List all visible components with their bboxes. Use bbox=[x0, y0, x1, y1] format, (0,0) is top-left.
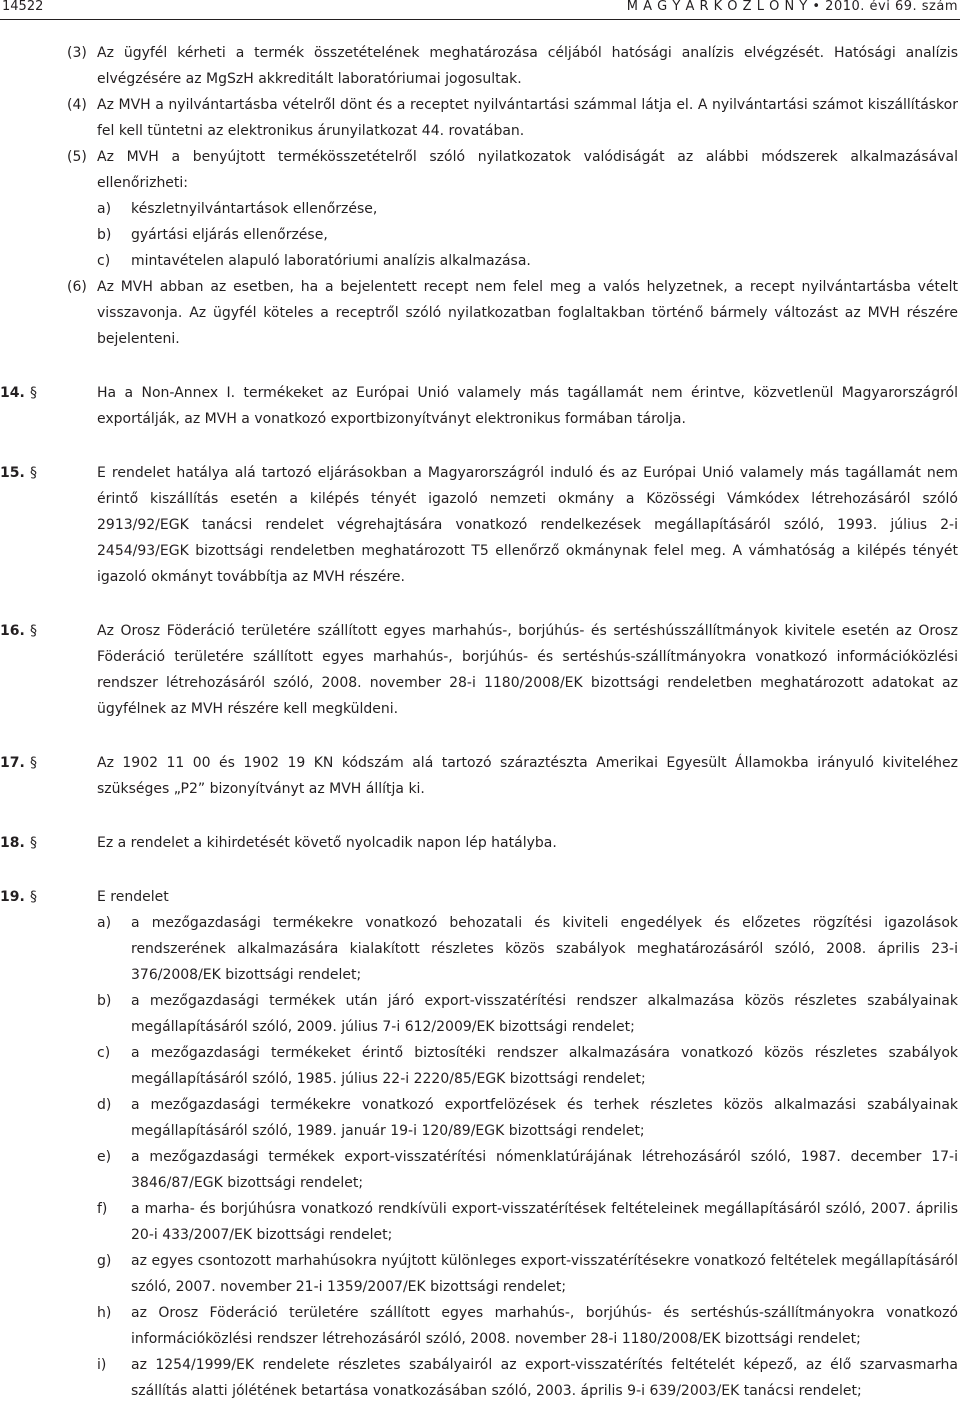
paragraph-6 bbox=[0, 274, 960, 352]
list-text: a marha- és borjúhúsra vonatkozó rendkívüli export-visszatérítések feltételeinek megállapításáról szóló, 2007. április 20-i 433/2007/EK bizottsági rendelet; bbox=[131, 1201, 958, 1243]
list-item bbox=[0, 988, 960, 1040]
list-item bbox=[0, 1144, 960, 1196]
section-number: 19. bbox=[0, 889, 25, 905]
paragraph-number: (6) bbox=[67, 279, 87, 295]
section-text: E rendelet hatálya alá tartozó eljárásokban a Magyarországról induló és az Európai Unió valamely más tagállamát nem érintő kiszállítás esetén a kilépés tényét igazoló nemzeti okmány a Közösségi Vámkódex létrehozásáról szóló 2913/92/EGK tanácsi rendelet végrehajtására vonatkozó rendelkezések megállapításáról szóló, 1993. július 2-i 2454/93/EGK bizottsági rendeletben meghatározott T5 ellenőrző okmánynak felel meg. A vámhatóság a kilépés tényét igazoló okmányt továbbítja az MVH részére. bbox=[97, 465, 958, 585]
list-item bbox=[0, 1196, 960, 1248]
list-letter: h) bbox=[97, 1305, 112, 1321]
list-text: készletnyilvántartások ellenőrzése, bbox=[131, 201, 378, 217]
list-item bbox=[0, 910, 960, 988]
list-letter: i) bbox=[97, 1357, 107, 1373]
section-number: 14. bbox=[0, 385, 25, 401]
section-19 bbox=[0, 884, 960, 910]
section-text: E rendelet bbox=[97, 889, 169, 905]
list-letter: f) bbox=[97, 1201, 108, 1217]
list-letter: c) bbox=[97, 253, 111, 269]
section-text: Az Orosz Föderáció területére szállított egyes marhahús-, borjúhús- és sertéshússzállítmányok kivitele esetén az Orosz Föderáció területére szállított egyes marhahús-, borjúhús- és sertéshús-szállítmányokra vonatkozó információközlési rendszer létrehozásáról szóló, 2008. november 28-i 1180/2008/EK bizottsági rendeletben meghatározott adatokat az ügyfélnek az MVH részére kell megküldeni. bbox=[97, 623, 958, 717]
paragraph-text: Az MVH abban az esetben, ha a bejelentett recept nem felel meg a valós helyzetnek, a recept nyilvántartásba vételt visszavonja. Az ügyfél köteles a receptről szóló nyilatkozatban foglaltakban történő bármely változást az MVH részére bejelenteni. bbox=[97, 279, 958, 347]
header-rule bbox=[0, 19, 960, 20]
publication-title: M A G Y A R K Ö Z L Ö N Y • 2010. évi 69. szám bbox=[626, 0, 958, 14]
list-item bbox=[0, 1092, 960, 1144]
list-letter: b) bbox=[97, 227, 112, 243]
list-letter: d) bbox=[97, 1097, 112, 1113]
list-letter: c) bbox=[97, 1045, 111, 1061]
list-text: gyártási eljárás ellenőrzése, bbox=[131, 227, 328, 243]
paragraph-text: Az MVH a benyújtott termékösszetételről szóló nyilatkozatok valódiságát az alábbi módszerek alkalmazásával ellenőrizheti: bbox=[97, 149, 958, 191]
paragraph-text: Az ügyfél kérheti a termék összetételének meghatározása céljából hatósági analízis elvégzését. Hatósági analízis elvégzésére az MgSzH akkreditált laboratóriumai jogosultak. bbox=[97, 45, 958, 87]
page-number: 14522 bbox=[2, 0, 44, 14]
list-item bbox=[0, 1352, 960, 1404]
section-15 bbox=[0, 460, 960, 590]
paragraph-number: (3) bbox=[67, 45, 87, 61]
list-item bbox=[0, 1040, 960, 1092]
list-letter: b) bbox=[97, 993, 112, 1009]
list-text: az egyes csontozott marhahúsokra nyújtott különleges export-visszatérítésekre vonatkozó feltételek megállapításáról szóló, 2007. november 21-i 1359/2007/EK bizottsági rendelet; bbox=[131, 1253, 958, 1295]
list-text: a mezőgazdasági termékekre vonatkozó behozatali és kiviteli engedélyek és előzetes rögzítési igazolások rendszerének alkalmazására kialakított részletes közös szabályok meghatározásáról szóló, 2008. április 23-i 376/2008/EK bizottsági rendelet; bbox=[131, 915, 958, 983]
list-item bbox=[0, 1248, 960, 1300]
paragraph-4 bbox=[0, 92, 960, 144]
list-text: az Orosz Föderáció területére szállított egyes marhahús-, borjúhús- és sertéshús-szállítmányokra vonatkozó információközlési rendszer létrehozásáról szóló, 2008. november 28-i 1180/2008/EK bizottsági rendelet; bbox=[131, 1305, 958, 1347]
document-body bbox=[0, 40, 960, 1404]
section-14 bbox=[0, 380, 960, 432]
section-symbol: § bbox=[30, 623, 37, 639]
section-number: 15. bbox=[0, 465, 25, 481]
section-16 bbox=[0, 618, 960, 722]
section-number: 16. bbox=[0, 623, 25, 639]
section-symbol: § bbox=[30, 755, 37, 771]
list-item bbox=[0, 1300, 960, 1352]
list-text: a mezőgazdasági termékek export-visszatérítési nómenklatúrájának létrehozásáról szóló, 1987. december 17-i 3846/87/EGK bizottsági rendelet; bbox=[131, 1149, 958, 1191]
list-text: mintavételen alapuló laboratóriumi analízis alkalmazása. bbox=[131, 253, 531, 269]
paragraph-number: (4) bbox=[67, 97, 87, 113]
list-item bbox=[0, 196, 960, 222]
section-18 bbox=[0, 830, 960, 856]
list-letter: g) bbox=[97, 1253, 112, 1269]
paragraph-text: Az MVH a nyilvántartásba vételről dönt és a receptet nyilvántartási számmal látja el. A nyilvántartási számot kiszállításkor fel kell tüntetni az elektronikus árunyilatkozat 44. rovatában. bbox=[97, 97, 958, 139]
page-header bbox=[0, 0, 960, 22]
list-letter: a) bbox=[97, 201, 112, 217]
section-text: Ez a rendelet a kihirdetését követő nyolcadik napon lép hatályba. bbox=[97, 835, 557, 851]
list-item bbox=[0, 248, 960, 274]
list-text: a mezőgazdasági termékeket érintő biztosítéki rendszer alkalmazására vonatkozó közös részletes szabályok megállapításáról szóló, 1985. július 22-i 2220/85/EGK bizottsági rendelet; bbox=[131, 1045, 958, 1087]
section-text: Az 1902 11 00 és 1902 19 KN kódszám alá tartozó száraztészta Amerikai Egyesült Államokba irányuló kiviteléhez szükséges „P2” bizonyítványt az MVH állítja ki. bbox=[97, 755, 958, 797]
section-17 bbox=[0, 750, 960, 802]
section-symbol: § bbox=[30, 465, 37, 481]
section-number: 17. bbox=[0, 755, 25, 771]
section-symbol: § bbox=[30, 385, 37, 401]
paragraph-5 bbox=[0, 144, 960, 196]
list-text: az 1254/1999/EK rendelete részletes szabályairól az export-visszatérítés feltételét képező, az élő szarvasmarha szállítás alatti jólétének betartása vonatkozásában szóló, 2003. április 9-i 639/2003/EK tanácsi rendelet; bbox=[131, 1357, 958, 1399]
list-letter: a) bbox=[97, 915, 112, 931]
section-symbol: § bbox=[30, 835, 37, 851]
paragraph-number: (5) bbox=[67, 149, 87, 165]
section-symbol: § bbox=[30, 889, 37, 905]
section-text: Ha a Non-Annex I. termékeket az Európai Unió valamely más tagállamát nem érintve, közvetlenül Magyarországról exportálják, az MVH a vonatkozó exportbizonyítványt elektronikus formában tárolja. bbox=[97, 385, 958, 427]
section-number: 18. bbox=[0, 835, 25, 851]
list-letter: e) bbox=[97, 1149, 112, 1165]
list-item bbox=[0, 222, 960, 248]
list-text: a mezőgazdasági termékekre vonatkozó exportfelözések és terhek részletes közös alkalmazási szabályainak megállapításáról szóló, 1989. január 19-i 120/89/EGK bizottsági rendelet; bbox=[131, 1097, 958, 1139]
list-text: a mezőgazdasági termékek után járó export-visszatérítési rendszer alkalmazása közös részletes szabályainak megállapításáról szóló, 2009. július 7-i 612/2009/EK bizottsági rendelet; bbox=[131, 993, 958, 1035]
paragraph-3 bbox=[0, 40, 960, 92]
